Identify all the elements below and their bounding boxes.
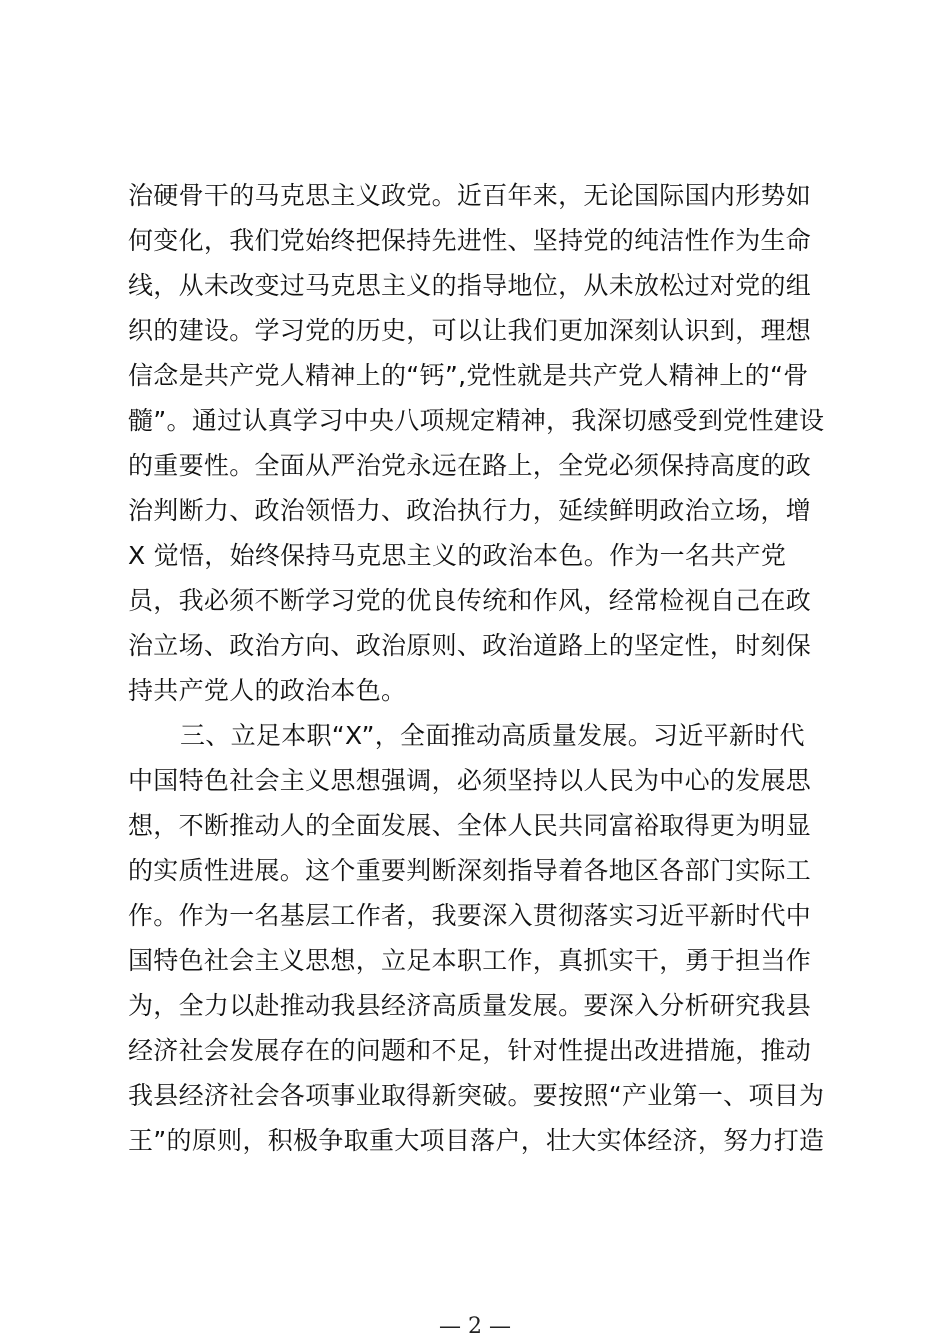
text-line: 线，从未改变过马克思主义的指导地位，从未放松过对党的组 — [128, 271, 812, 300]
page-number: — 2 — — [439, 1314, 511, 1339]
text-line: 何变化，我们党始终把保持先进性、坚持党的纯洁性作为生命 — [128, 226, 812, 255]
text-line: 治立场、政治方向、政治原则、政治道路上的坚定性，时刻保 — [128, 631, 812, 660]
text-line: 髓”。通过认真学习中央八项规定精神，我深切感受到党性建设 — [128, 406, 825, 435]
text-line: 持共产党人的政治本色。 — [128, 676, 407, 705]
text-line: 的重要性。全面从严治党永远在路上，全党必须保持高度的政 — [128, 451, 812, 480]
text-line: 员，我必须不断学习党的优良传统和作风，经常检视自己在政 — [128, 586, 812, 615]
text-line: X 觉悟，始终保持马克思主义的政治本色。作为一名共产党 — [128, 541, 787, 570]
section-heading-line: 三、立足本职“X”，全面推动高质量发展。习近平新时代 — [180, 721, 805, 750]
text-line: 织的建设。学习党的历史，可以让我们更加深刻认识到，理想 — [128, 316, 812, 345]
text-line: 经济社会发展存在的问题和不足，针对性提出改进措施，推动 — [128, 1036, 812, 1065]
document-body — [128, 173, 828, 1163]
text-line: 王”的原则，积极争取重大项目落户，壮大实体经济，努力打造 — [128, 1126, 825, 1155]
text-line: 信念是共产党人精神上的“钙”,党性就是共产党人精神上的“骨 — [128, 361, 809, 390]
text-line: 的实质性进展。这个重要判断深刻指导着各地区各部门实际工 — [128, 856, 812, 885]
text-line: 治判断力、政治领悟力、政治执行力，延续鲜明政治立场，增 — [128, 496, 812, 525]
text-line: 我县经济社会各项事业取得新突破。要按照“产业第一、项目为 — [128, 1081, 825, 1110]
text-line: 想，不断推动人的全面发展、全体人民共同富裕取得更为明显 — [128, 811, 812, 840]
text-line: 国特色社会主义思想，立足本职工作，真抓实干，勇于担当作 — [128, 946, 812, 975]
text-line: 作。作为一名基层工作者，我要深入贯彻落实习近平新时代中 — [128, 901, 812, 930]
text-line: 中国特色社会主义思想强调，必须坚持以人民为中心的发展思 — [128, 766, 812, 795]
text-line: 治硬骨干的马克思主义政党。近百年来，无论国际国内形势如 — [128, 181, 812, 210]
text-line: 为，全力以赴推动我县经济高质量发展。要深入分析研究我县 — [128, 991, 812, 1020]
